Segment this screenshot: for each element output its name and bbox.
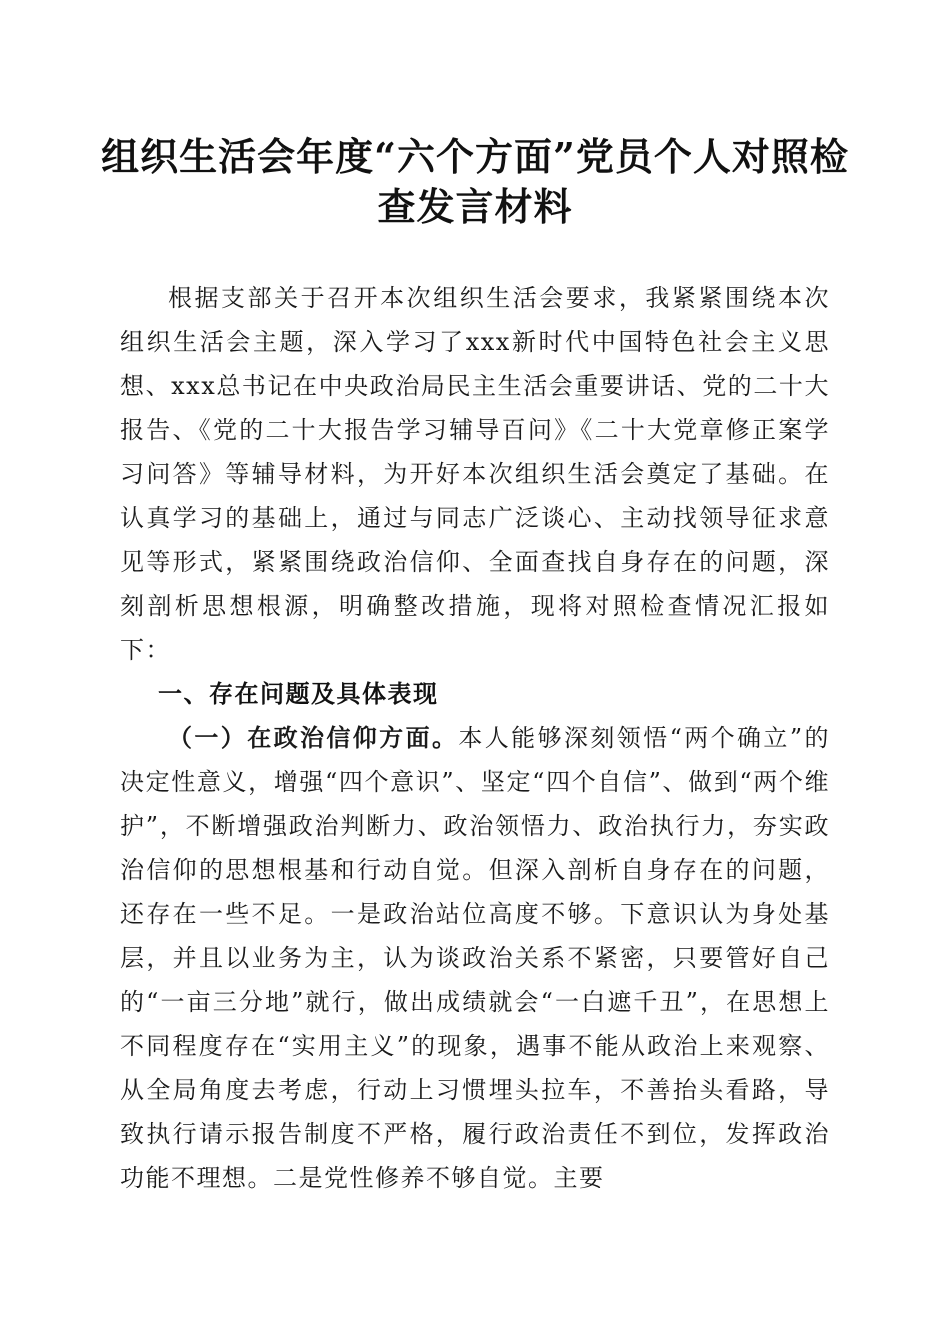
item-paragraph — [120, 716, 830, 1200]
document-body — [120, 276, 830, 1200]
item-heading: （一）在政治信仰方面。 — [168, 723, 459, 752]
item-body: 本人能够深刻领悟“两个确立”的决定性意义，增强“四个意识”、坚定“四个自信”、做到“两个维护”，不断增强政治判断力、政治领悟力、政治执行力，夯实政治信仰的思想根基和行动自觉。但深入剖析自身存在的问题，还存在一些不足。一是政治站位高度不够。下意识认为身处基层，并且以业务为主，认为谈政治关系不紧密，只要管好自己的“一亩三分地”就行，做出成绩就会“一白遮千丑”，在思想上不同程度存在“实用主义”的现象，遇事不能从政治上来观察、从全局角度去考虑，行动上习惯埋头拉车，不善抬头看路，导致执行请示报告制度不严格，履行政治责任不到位，发挥政治功能不理想。二是党性修养不够自觉。主要 — [120, 724, 831, 1192]
section-heading: 一、存在问题及具体表现 — [158, 679, 439, 708]
document-title: 组织生活会年度“六个方面”党员个人对照检查发言材料 — [101, 134, 849, 229]
intro-paragraph: 根据支部关于召开本次组织生活会要求，我紧紧围绕本次组织生活会主题，深入学习了xxx新时代中国特色社会主义思想、xxx总书记在中央政治局民主生活会重要讲话、党的二十大报告、《党的二十大报告学习辅导百问》《二十大党章修正案学习问答》等辅导材料，为开好本次组织生活会奠定了基础。在认真学习的基础上，通过与同志广泛谈心、主动找领导征求意见等形式，紧紧围绕政治信仰、全面查找自身存在的问题，深刻剖析思想根源，明确整改措施，现将对照检查情况汇报如下： — [120, 284, 830, 664]
